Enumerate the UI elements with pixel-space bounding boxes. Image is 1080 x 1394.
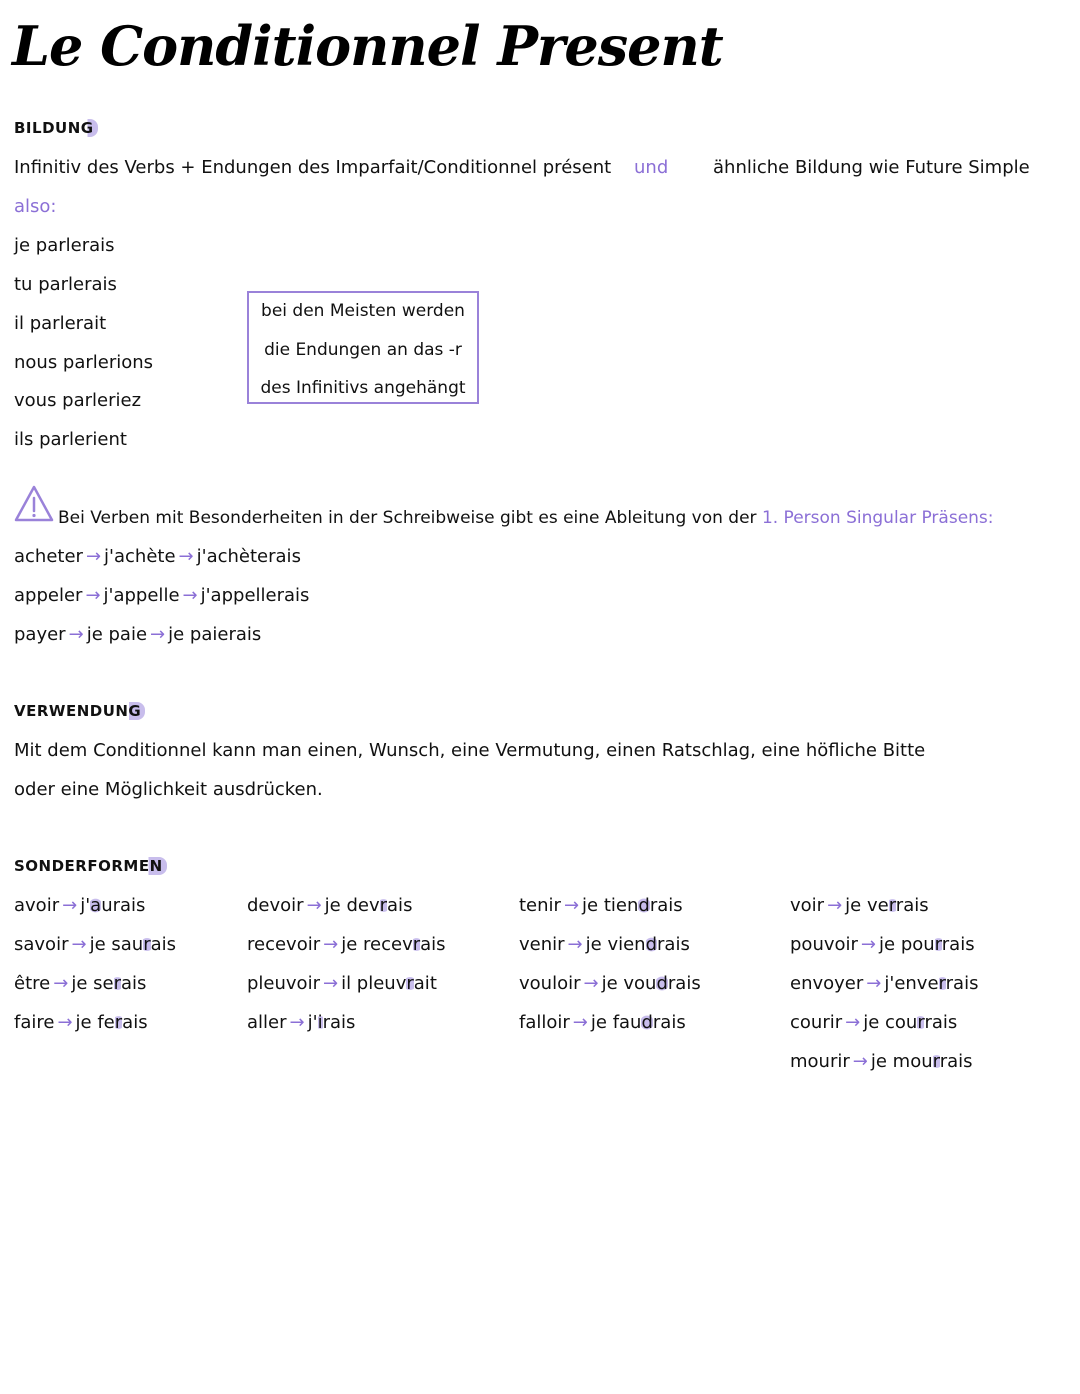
sonderform-ending: rais <box>945 973 979 994</box>
sonderform-envoyer <box>790 973 978 994</box>
sonderform-ending: rais <box>652 1012 686 1033</box>
sonderform-stem: il pleuv <box>341 973 407 994</box>
sonderform-infinitive: avoir <box>14 895 60 916</box>
sonderform-highlight: i <box>317 1012 323 1033</box>
arrow-icon: → <box>322 973 339 994</box>
example-present: j'appelle <box>103 585 180 606</box>
sonderform-stem: je cou <box>863 1012 918 1033</box>
arrow-icon: → <box>323 934 339 955</box>
sonderform-tenir <box>519 895 683 916</box>
sonderform-ending: ais <box>420 934 446 955</box>
sonderform-faire <box>14 1012 148 1033</box>
conjugation-nous: nous parlerions <box>14 352 154 373</box>
arrow-icon: → <box>563 895 580 916</box>
arrow-icon: → <box>85 585 101 606</box>
sonderform-ending: rais <box>657 934 690 955</box>
arrow-icon: → <box>289 1012 305 1033</box>
verwendung-line-1: Mit dem Conditionnel kann man einen, Wunsch, eine Vermutung, einen Ratschlag, eine höfliche Bitte <box>14 740 926 761</box>
conjugation-il: il parlerait <box>14 313 107 334</box>
sonderform-stem: j' <box>80 895 91 916</box>
sonderform-highlight: r <box>114 1012 123 1033</box>
sonderform-stem: je sau <box>89 934 144 955</box>
also-label: also: <box>14 196 57 217</box>
sonderform-avoir <box>14 895 145 916</box>
sonderform-infinitive: aller <box>247 1012 287 1033</box>
sonderform-stem: je ve <box>845 895 889 916</box>
sonderform-infinitive: pouvoir <box>790 934 858 955</box>
arrow-icon: → <box>182 585 198 606</box>
sonderform-ending: rais <box>667 973 701 994</box>
sonderform-highlight: r <box>917 1012 925 1033</box>
sonderform-infinitive: vouloir <box>519 973 581 994</box>
sonderform-devoir <box>247 895 412 916</box>
sonderform-ending: ais <box>120 973 147 994</box>
sonderform-highlight: r <box>934 934 942 955</box>
sonderform-courir <box>790 1012 957 1033</box>
bildung-rule-text: Infinitiv des Verbs + Endungen des Imparfait/Conditionnel présent <box>14 157 612 178</box>
sonderform-infinitive: falloir <box>519 1012 570 1033</box>
example-acheter <box>14 546 301 567</box>
sonderform-stem: j'enve <box>884 973 939 994</box>
verwendung-line-2: oder eine Möglichkeit ausdrücken. <box>14 779 323 800</box>
sonderform-ending: rais <box>895 895 929 916</box>
sonderform-highlight: r <box>113 973 121 994</box>
sonderform-stem: je tien <box>582 895 639 916</box>
page-title: Le Conditionnel Present <box>12 14 723 78</box>
note-line: die Endungen an das -r <box>264 340 462 360</box>
sonderform-highlight: r <box>406 973 414 994</box>
sonderform-infinitive: recevoir <box>247 934 321 955</box>
sonderform-infinitive: envoyer <box>790 973 864 994</box>
sonderform-ending: rais <box>941 934 975 955</box>
arrow-icon: → <box>866 973 882 994</box>
person-singular-highlight: 1. Person Singular Präsens: <box>761 508 994 528</box>
sonderform-highlight: r <box>379 895 388 916</box>
sonderform-ending: rais <box>649 895 683 916</box>
sonderform-ending: rais <box>939 1051 973 1072</box>
conjugation-ils: ils parlerient <box>14 429 127 450</box>
example-conditionnel: j'achèterais <box>196 546 301 567</box>
sonderform-infinitive: venir <box>519 934 565 955</box>
note-line: bei den Meisten werden <box>261 301 465 321</box>
sonderform-infinitive: être <box>14 973 51 994</box>
sonderform-stem: j' <box>307 1012 318 1033</box>
sonderform-highlight: d <box>656 973 668 994</box>
sonderform-venir <box>519 934 690 955</box>
sonderform-falloir <box>519 1012 686 1033</box>
arrow-icon: → <box>150 624 166 645</box>
sonderform-stem: je fau <box>590 1012 642 1033</box>
besonderheiten-rule: Bei Verben mit Besonderheiten in der Schreibweise gibt es eine Ableitung von der <box>58 508 757 528</box>
sonderform-stem: je vien <box>585 934 646 955</box>
example-conditionnel: je paierais <box>168 624 262 645</box>
example-infinitive: appeler <box>14 585 83 606</box>
sonderform-stem: je pou <box>879 934 935 955</box>
sonderform-infinitive: devoir <box>247 895 304 916</box>
verwendung-heading: VERWENDUNG <box>12 702 145 720</box>
arrow-icon: → <box>845 1012 861 1033</box>
arrow-icon: → <box>583 973 599 994</box>
sonderform-ending: ait <box>413 973 437 994</box>
sonderform-aller <box>247 1012 355 1033</box>
example-present: je paie <box>86 624 148 645</box>
arrow-icon: → <box>53 973 69 994</box>
sonderform-ending: ais <box>387 895 413 916</box>
sonderform-ending: rais <box>924 1012 958 1033</box>
besonderheiten-text <box>58 508 994 528</box>
sonderform-stem: je recev <box>341 934 413 955</box>
sonderform-infinitive: pleuvoir <box>247 973 320 994</box>
sonderform-highlight: r <box>932 1051 940 1072</box>
arrow-icon: → <box>860 934 877 955</box>
sonderform-stem: je fe <box>75 1012 115 1033</box>
sonderform-highlight: r <box>412 934 421 955</box>
sonderform-être <box>14 973 146 994</box>
arrow-icon: → <box>567 934 583 955</box>
sonderform-infinitive: courir <box>790 1012 843 1033</box>
arrow-icon: → <box>57 1012 73 1033</box>
sonderform-vouloir <box>519 973 701 994</box>
sonderform-pleuvoir <box>247 973 437 994</box>
sonderform-infinitive: tenir <box>519 895 561 916</box>
sonderform-highlight: a <box>90 895 102 916</box>
arrow-icon: → <box>62 895 78 916</box>
sonderform-recevoir <box>247 934 446 955</box>
sonderform-stem: je dev <box>324 895 380 916</box>
sonderform-stem: je mou <box>870 1051 933 1072</box>
sonderform-infinitive: savoir <box>14 934 69 955</box>
example-appeler <box>14 585 309 606</box>
sonderform-stem: je se <box>71 973 114 994</box>
sonderform-savoir <box>14 934 176 955</box>
sonderform-mourir <box>790 1051 973 1072</box>
arrow-icon: → <box>306 895 322 916</box>
arrow-icon: → <box>71 934 87 955</box>
arrow-icon: → <box>178 546 194 567</box>
sonderform-ending: rais <box>322 1012 356 1033</box>
arrow-icon: → <box>827 895 843 916</box>
example-conditionnel: j'appellerais <box>200 585 310 606</box>
bildung-future-note: ähnliche Bildung wie Future Simple <box>713 157 1030 178</box>
example-payer <box>14 624 261 645</box>
sonderform-highlight: d <box>641 1012 653 1033</box>
sonderform-ending: ais <box>122 1012 148 1033</box>
example-infinitive: payer <box>14 624 66 645</box>
arrow-icon: → <box>852 1051 868 1072</box>
sonderform-infinitive: mourir <box>790 1051 850 1072</box>
sonderform-highlight: d <box>638 895 650 916</box>
arrow-icon: → <box>85 546 102 567</box>
arrow-icon: → <box>572 1012 588 1033</box>
bildung-heading: BILDUNG <box>12 119 98 137</box>
conjugation-tu: tu parlerais <box>14 274 117 295</box>
sonderform-stem: je vou <box>601 973 657 994</box>
conjugation-je: je parlerais <box>14 235 115 256</box>
conjugation-vous: vous parleriez <box>14 390 142 411</box>
warning-icon <box>13 484 55 524</box>
sonderform-highlight: r <box>938 973 946 994</box>
example-present: j'achète <box>104 546 176 567</box>
sonderform-ending: ais <box>150 934 177 955</box>
sonderform-highlight: r <box>143 934 151 955</box>
sonderform-infinitive: faire <box>14 1012 55 1033</box>
sonderform-infinitive: voir <box>790 895 825 916</box>
bildung-und: und <box>634 157 669 178</box>
sonderform-highlight: d <box>645 934 658 955</box>
sonderformen-heading: SONDERFORMEN <box>12 857 167 875</box>
sonderform-voir <box>790 895 929 916</box>
note-line: des Infinitivs angehängt <box>260 378 466 398</box>
sonderform-pouvoir <box>790 934 975 955</box>
endungen-note-box <box>247 291 479 404</box>
sonderform-ending: urais <box>101 895 146 916</box>
example-infinitive: acheter <box>14 546 83 567</box>
arrow-icon: → <box>68 624 84 645</box>
sonderform-highlight: r <box>888 895 896 916</box>
